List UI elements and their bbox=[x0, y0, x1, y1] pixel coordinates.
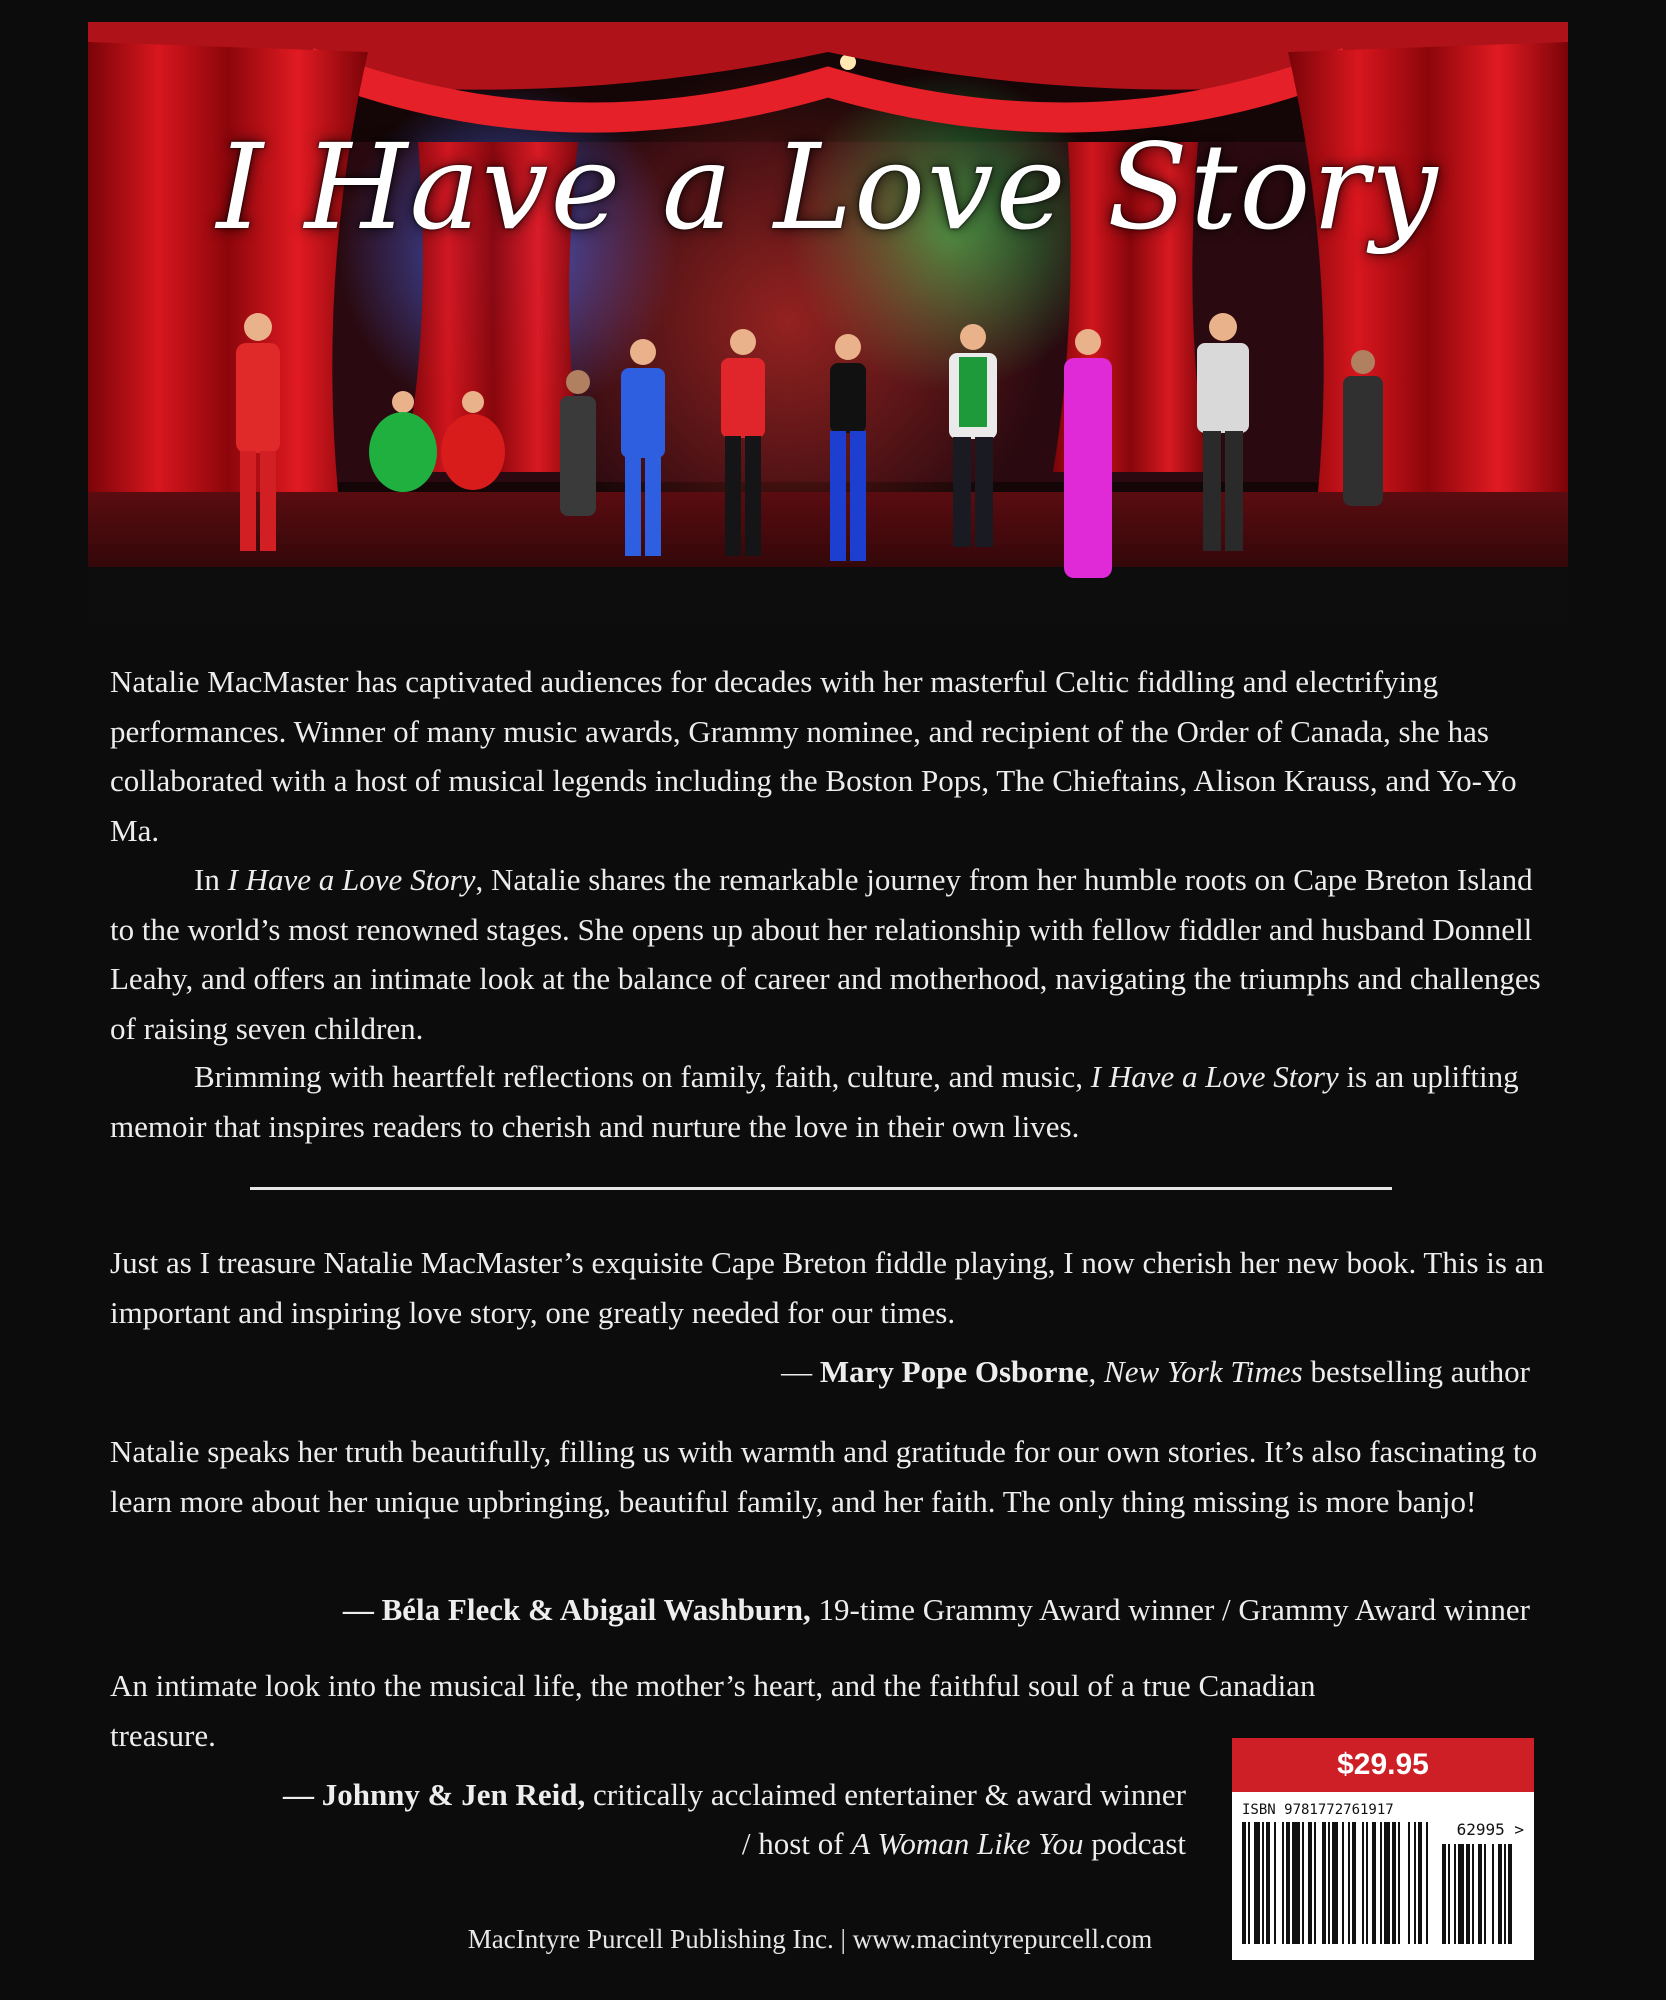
section-divider bbox=[250, 1187, 1392, 1190]
right-curtain bbox=[1288, 42, 1568, 502]
stage-photo bbox=[88, 22, 1568, 617]
blurb-attribution-2: — Béla Fleck & Abigail Washburn, 19-time Grammy Award winner / Grammy Award winner bbox=[342, 1592, 1530, 1627]
price-barcode-box bbox=[1232, 1738, 1534, 1960]
book-title-italic: I Have a Love Story bbox=[1090, 1059, 1339, 1094]
blurb-quote-1: Just as I treasure Natalie MacMaster’s exquisite Cape Breton fiddle playing, I now cherish her new book. This is an important and inspiring love story, one greatly needed for our times. bbox=[110, 1245, 1544, 1330]
blurb-attribution-1: — Mary Pope Osborne, New York Times bestselling author bbox=[781, 1354, 1530, 1389]
price-code: 62995 > bbox=[1456, 1820, 1524, 1839]
description-paragraph-3: Brimming with heartfelt reflections on family, faith, culture, and music, I Have a Love Story is an uplifting memoir that inspires readers to cherish and nurture the love in their own lives. bbox=[110, 1059, 1519, 1144]
stage-illustration bbox=[88, 22, 1568, 617]
price-label: $29.95 bbox=[1232, 1738, 1534, 1792]
blurb-quote-3: An intimate look into the musical life, the mother’s heart, and the faithful soul of a true Canadian treasure. bbox=[110, 1668, 1316, 1753]
left-curtain bbox=[88, 42, 368, 502]
description-paragraph-1: Natalie MacMaster has captivated audiences for decades with her masterful Celtic fiddling and electrifying performances. Winner of many music awards, Grammy nominee, and recipient of the Order of Canada, she has collaborated with a host of musical legends including the Boston Pops, The Chieftains, Alison Krauss, and Yo-Yo Ma. bbox=[110, 664, 1517, 848]
blurb-quote-2: Natalie speaks her truth beautifully, filling us with warmth and gratitude for our own stories. It’s also fascinating to learn more about her unique upbringing, beautiful family, and her faith. The only thing missing is more banjo! bbox=[110, 1434, 1538, 1519]
blurb-attribution-3: — Johnny & Jen Reid, critically acclaimed entertainer & award winner bbox=[282, 1777, 1186, 1812]
cover-title: I Have a Love Story bbox=[216, 118, 1440, 256]
description-paragraph-2: In I Have a Love Story, Natalie shares the remarkable journey from her humble roots on Cape Breton Island to the world’s most renowned stages. She opens up about her relationship with fellow fiddler and husband Donnell Leahy, and offers an intimate look at the balance of career and motherhood, navigating the triumphs and challenges of raising seven children. bbox=[110, 862, 1541, 1046]
blurb-attribution-3-line-2: / host of A Woman Like You podcast bbox=[741, 1826, 1186, 1861]
isbn-number: ISBN 9781772761917 bbox=[1242, 1802, 1394, 1818]
book-title-italic: I Have a Love Story bbox=[227, 862, 476, 897]
publisher-line: MacIntyre Purcell Publishing Inc. | www.macintyrepurcell.com bbox=[467, 1924, 1153, 1954]
barcode-icon bbox=[1242, 1822, 1524, 1950]
